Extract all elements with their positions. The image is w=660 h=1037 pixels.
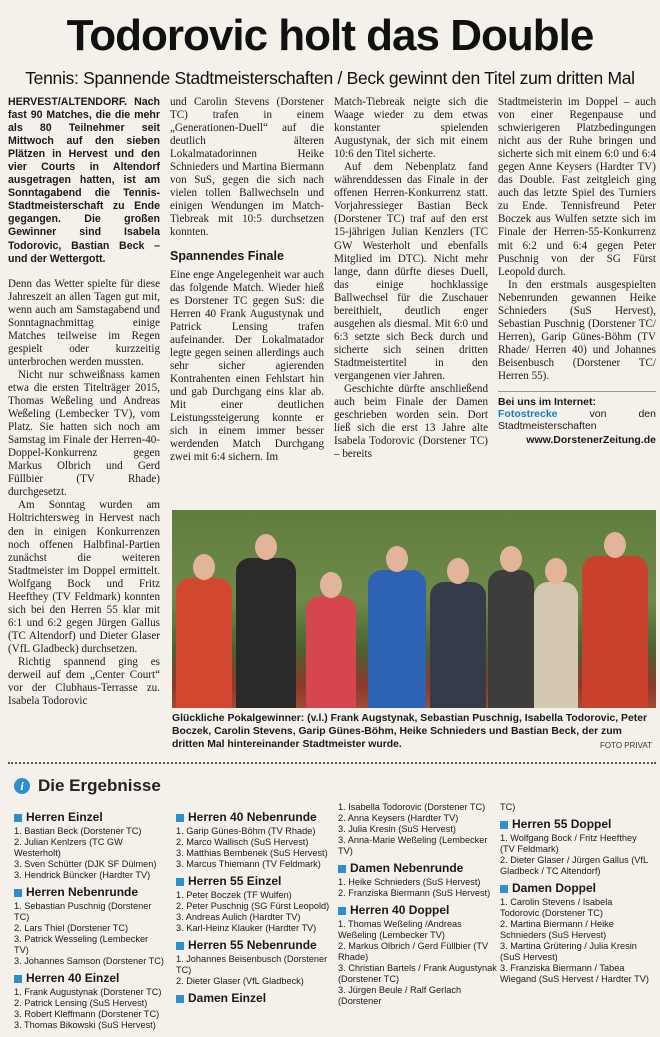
- result-item: 3. Hendrick Büncker (Hardter TV): [14, 870, 151, 880]
- article-paragraph: Nicht nur schweißnass kamen etwa die ersten Titelträger 2015, Thomas Weßeling und Andreas Weßeling (Lembecker TV), vom Platz. Sie hatten sich noch am Samstag im Finale der Herren-40-Doppel-Konkurrenz gegen Markus Olbrich und Gerd Füllbier (TV Rhade) durchgesetzt.: [8, 368, 160, 499]
- results-column-2: [176, 806, 336, 1007]
- result-item: 3. Thomas Bikowski (SuS Hervest): [14, 1020, 156, 1030]
- results-category: Damen Doppel: [500, 883, 652, 894]
- article-column-2: [170, 96, 324, 464]
- results-list: [176, 826, 336, 870]
- result-item: 1. Heike Schnieders (SuS Hervest): [338, 877, 481, 887]
- results-list: [338, 802, 498, 857]
- result-item: 2. Anna Keysers (Hardter TV): [338, 813, 459, 823]
- results-category: Herren 55 Nebenrunde: [176, 940, 336, 951]
- result-item: 3. Christian Bartels / Frank Augustynak (Dorstener TC): [338, 963, 497, 984]
- person-figure: [236, 558, 296, 708]
- result-item: 3. Sven Schütter (DJK SF Dülmen): [14, 859, 157, 869]
- results-category: Herren 40 Nebenrunde: [176, 812, 336, 823]
- results-category: Herren 55 Doppel: [500, 819, 652, 830]
- result-item: 1. Johannes Beisenbusch (Dorstener TC): [176, 954, 328, 975]
- result-item: 3. Karl-Heinz Klauker (Hardter TV): [176, 923, 317, 933]
- results-title: [14, 776, 161, 796]
- result-item: 1. Wolfgang Bock / Fritz Heefthey (TV Feldmark): [500, 833, 637, 854]
- article-paragraph: Eine enge Angelegenheit war auch das folgende Match. Wieder hieß es Dorstener TC gegen SuS: die Herren 40 Frank Augustynak und Patrick Lensing trafen aufeinander. Der Lokalmatador legte gegen seinen allerdings auch sehr sicher agierenden Kontrahenten einen Fehlstart hin und gab Durchgang eins klar ab. Mit einer deutlichen Leistungssteigerung konnte er sich in einem immer besser werdenden Match Durchgang zwei mit 6:4 sichern. Im: [170, 268, 325, 464]
- result-item: 3. Johannes Samson (Dorstener TC): [14, 956, 164, 966]
- results-column-4: [500, 802, 652, 991]
- photo-caption: Glückliche Pokalgewinner: (v.l.) Frank Augstynak, Sebastian Puschnig, Isabella Todorovic, Peter Boczek, Carolin Stevens, Garip Günes-Böhm, Heike Schnieders und Bastian Beck, der zum dritten Mal hintereinander Stadtmeister wurde.: [172, 713, 648, 750]
- result-item: 2. Julian Kenlzers (TC GW Westerholt): [14, 837, 123, 858]
- results-list: [176, 954, 336, 987]
- result-item: 2. Franziska Biermann (SuS Hervest): [338, 888, 491, 898]
- result-item: 2. Dieter Glaser (VfL Gladbeck): [176, 976, 304, 986]
- divider: [8, 762, 656, 764]
- web-box-text: von den Stadtmeisterschaften: [498, 408, 656, 433]
- results-list: [14, 826, 164, 881]
- results-category: Herren 55 Einzel: [176, 876, 336, 887]
- person-figure: [430, 582, 486, 708]
- result-item-continued: TC): [500, 802, 516, 812]
- results-category: Herren 40 Einzel: [14, 973, 164, 984]
- article-paragraph: und Carolin Stevens (Dorstener TC) trafen in einem „Generationen-Duell“ auf die deutlich älteren Lokalmatadorinnen Heike Schnieders und Martina Biermann von SuS, gegen die sich nach vielen tollen Ballwechseln und einigen Wendungen im Match-Tiebreak mit 10:5 durchsetzen konnten.: [170, 96, 324, 239]
- subheadline: Tennis: Spannende Stadtmeisterschaften / Beck gewinnt den Titel zum dritten Mal: [25, 68, 635, 88]
- article-column-4: [498, 96, 656, 446]
- headline: Todorovic holt das Double: [66, 11, 594, 60]
- result-item: 2. Marco Wallisch (SuS Hervest): [176, 837, 309, 847]
- web-box-title: Bei uns im Internet:: [498, 396, 597, 409]
- article-lead: HERVEST/ALTENDORF. Nach fast 90 Matches, die die mehr als 80 Teilnehmer seit Mittwoch auf den sieben Plätzen in Hervest und den vier Courts in Altendorf ausgetragen hatten, ist am Sonntagabend die Tennis-Stadtmeisterschaft zu Ende gegangen. Die großen Gewinner sind Isabela Todorovic, Bastian Beck – und der Wettergott.: [8, 96, 160, 265]
- article-paragraph: Am Sonntag wurden am Holtrichtersweg in Hervest nach den in einigen Konkurrenzen noch offenen Halbfinal-Partien zunächst die weiteren Stadtmeister im Doppel ermittelt. Wolfgang Bock und Fritz Heefthey (TV Feldmark) konnten sich bei den Herren 55 klar mit 6:1 und 6:2 gegen Jürgen Gallus (TC Altendorf) und Dieter Glaser (VfL Gladbeck) durchsetzen.: [8, 499, 160, 655]
- result-item: 3. Martina Grütering / Julia Kresin (SuS Hervest): [500, 941, 637, 962]
- person-figure: [368, 570, 426, 708]
- article-paragraph: In den erstmals ausgespielten Nebenrunden gewannen Heike Schnieders (SuS Hervest), Sebastian Puschnig (Dorstener TC/ Herren), Garip Günes-Böhm (TV Rhade/ Herren 40) und Johannes Beisenbusch (Dorstener TC/ Herren 55).: [498, 278, 656, 382]
- result-item: 3. Jürgen Beule / Ralf Gerlach (Dorstener: [338, 985, 462, 1006]
- person-figure: [534, 582, 578, 708]
- article-paragraph: Auf dem Nebenplatz fand währenddessen das Finale in der offenen Herren-Konkurrenz statt. Vorjahressieger Bastian Beck (Dorstener TC) traf auf den erst 15-jährigen Julian Kenzlers (TC GW Westerholt und ebenfalls Mitglied im DTC). Nicht mehr lange, dann dürfte dieses Duell, das einige hochklassige Ballwechsel für die Zuschauer bereithielt, deutlich enger ausgehen als diesmal. Mit 6:0 und 6:3 setzte sich Beck durch und sicherte sich seinen dritten Stadtmeistertitel in den vergangenen vier Jahren.: [334, 161, 488, 382]
- result-item: 2. Dieter Glaser / Jürgen Gallus (VfL Gladbeck / TC Altendorf): [500, 855, 648, 876]
- results-category: Damen Nebenrunde: [338, 863, 498, 874]
- result-item: 3. Matthias Bembenek (SuS Hervest): [176, 848, 328, 858]
- result-item: 1. Sebastian Puschnig (Dorstener TC): [14, 901, 152, 922]
- results-column-3: [338, 802, 498, 1013]
- article-paragraph: Geschichte dürfte anschließend auch beim Finale der Damen geschrieben worden sein. Dort ließ sich die erst 13 Jahre alte Isabela Todorovic (Dorstener TC) – bereits: [334, 383, 488, 461]
- result-item: 3. Julia Kresin (SuS Hervest): [338, 824, 456, 834]
- result-item: 1. Peter Boczek (TF Wulfen): [176, 890, 292, 900]
- result-item: 2. Martina Biermann / Heike Schnieders (SuS Hervest): [500, 919, 614, 940]
- results-category: Herren 40 Doppel: [338, 905, 498, 916]
- results-list: [338, 919, 498, 1007]
- results-list: [500, 897, 652, 985]
- person-figure: [306, 596, 356, 708]
- article-column-1: [8, 96, 160, 708]
- result-item: 1. Garip Günes-Böhm (TV Rhade): [176, 826, 316, 836]
- photo-gallery-link[interactable]: Fotostrecke: [498, 408, 558, 421]
- article-paragraph: Match-Tiebreak neigte sich die Waage wieder zu dem etwas konstanter spielenden Augustynak, der sich mit einem 10:6 den Titel sicherte.: [334, 96, 488, 161]
- results-list: [500, 833, 652, 877]
- result-item: 3. Marcus Thiemann (TV Feldmark): [176, 859, 321, 869]
- results-list: [14, 987, 164, 1031]
- person-figure: [582, 556, 648, 708]
- article-paragraph: Richtig spannend ging es derweil auf dem „Center Court“ vor der Clubhaus-Terrasse zu. Isabela Todorovic: [8, 655, 160, 708]
- person-figure: [176, 578, 232, 708]
- person-figure: [488, 570, 534, 708]
- results-column-1: [14, 806, 164, 1037]
- result-item: 2. Lars Thiel (Dorstener TC): [14, 923, 129, 933]
- article-subheading: Spannendes Finale: [170, 248, 284, 263]
- result-item: 2. Peter Puschnig (SG Fürst Leopold): [176, 901, 330, 911]
- team-photo: [172, 510, 656, 708]
- result-item: 1. Thomas Weßeling /Andreas Weßeling (Lembecker TV): [338, 919, 462, 940]
- result-item: 2. Patrick Lensing (SuS Hervest): [14, 998, 148, 1008]
- result-item: 2. Markus Olbrich / Gerd Füllbier (TV Rhade): [338, 941, 489, 962]
- results-list: [338, 877, 498, 899]
- result-item: 3. Andreas Aulich (Hardter TV): [176, 912, 301, 922]
- result-item: 3. Robert Kleffmann (Dorstener TC): [14, 1009, 160, 1019]
- result-item: 1. Bastian Beck (Dorstener TC): [14, 826, 142, 836]
- results-list: [14, 901, 164, 967]
- results-category: Herren Einzel: [14, 812, 164, 823]
- results-title-text: Die Ergebnisse: [38, 776, 161, 795]
- website-url[interactable]: www.DorstenerZeitung.de: [526, 434, 656, 447]
- results-category: Herren Nebenrunde: [14, 887, 164, 898]
- results-category: Damen Einzel: [176, 993, 336, 1004]
- article-paragraph: Stadtmeisterin im Doppel – auch von einer Regenpause und schwierigeren Platzbedingungen nicht aus der Ruhe bringen und sicherte sich mit einem 6:0 und 6:4 gegen Anne Keysers (Hardter TV) das Double. Fast zeitgleich ging auch das letzte Spiel des Turniers zu Ende. Tennisfreund Peter Boczek aus Wulfen setzte sich im Finale der Herren-55-Konkurrenz mit 6:2 und 6:4 gegen Peter Puschnig von der SG Fürst Leopold durch.: [498, 96, 656, 278]
- result-item: 3. Franziska Biermann / Tabea Wiegand (SuS Hervest / Hardter TV): [500, 963, 649, 984]
- result-item: 3. Patrick Wesseling (Lembecker TV): [14, 934, 149, 955]
- result-item: 1. Frank Augustynak (Dorstener TC): [14, 987, 162, 997]
- results-list: [176, 890, 336, 934]
- result-item: 1. Carolin Stevens / Isabela Todorovic (Dorstener TC): [500, 897, 613, 918]
- photo-credit: FOTO PRIVAT: [600, 741, 653, 750]
- web-box: [498, 391, 656, 446]
- article-paragraph: Denn das Wetter spielte für diese Jahreszeit an allen Tagen gut mit, wenn auch am Samstagabend und Sonntagnachmittag einige Matches teilweise im Regen gespielt oder kurzzeitig unterbrochen werden mussten.: [8, 277, 160, 368]
- info-icon: i: [14, 778, 30, 794]
- result-item: 3. Anna-Marie Weßeling (Lembecker TV): [338, 835, 488, 856]
- article-column-3: [334, 96, 488, 461]
- result-item: 1. Isabella Todorovic (Dorstener TC): [338, 802, 486, 812]
